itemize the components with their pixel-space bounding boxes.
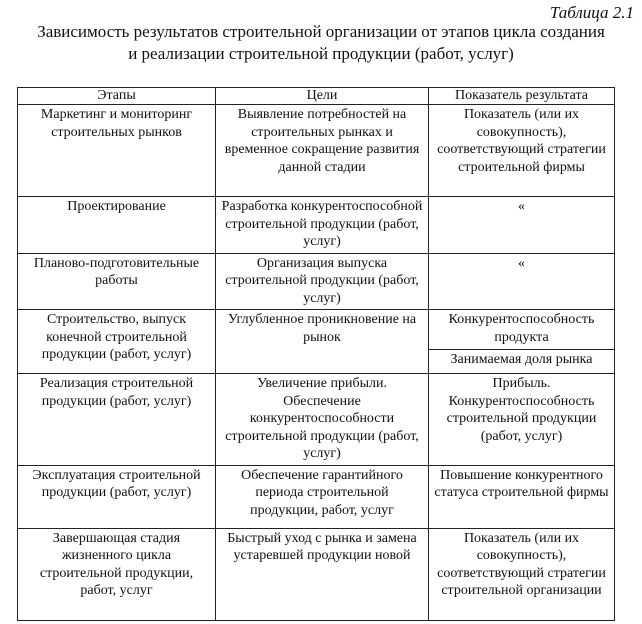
stage-cell: Маркетинг и мониторинг строительных рынков (18, 105, 216, 197)
stage-cell: Планово-подготовительные работы (18, 253, 216, 310)
header-result: Показатель результата (429, 88, 615, 105)
title-line-2: и реализации строительной продукции (работ, услуг) (128, 44, 514, 63)
goal-cell: Обеспечение гарантийного периода строительной продукции, работ, услуг (216, 465, 429, 528)
stage-cell: Реализация строительной продукции (работ, услуг) (18, 374, 216, 466)
result-cell: Повышение конкурентного статуса строительной фирмы (429, 465, 615, 528)
table-row (18, 374, 615, 466)
goal-cell: Увеличение прибыли. Обеспечение конкурентоспособности строительной продукции (работ, услуг) (216, 374, 429, 466)
table-row (18, 197, 615, 254)
table-row (18, 310, 615, 350)
stage-cell: Строительство, выпуск конечной строительной продукции (работ, услуг) (18, 310, 216, 374)
table-row (18, 528, 615, 620)
result-cell: Показатель (или их совокупность), соответствующий стратегии строительной организации (429, 528, 615, 620)
goal-cell: Быстрый уход с рынка и замена устаревшей продукции новой (216, 528, 429, 620)
result-cell: Прибыль. Конкурентоспособность строительной продукции (работ, услуг) (429, 374, 615, 466)
header-stages: Этапы (18, 88, 216, 105)
goal-cell: Выявление потребностей на строительных рынках и временное сокращение развития данной стадии (216, 105, 429, 197)
result-cell: « (429, 197, 615, 254)
result-cell: Конкурентоспособность продукта (429, 310, 615, 350)
table-header-row (18, 88, 615, 105)
table-row (18, 105, 615, 197)
goal-cell: Углубленное проникновение на рынок (216, 310, 429, 374)
result-cell: Показатель (или их совокупность), соответствующий стратегии строительной фирмы (429, 105, 615, 197)
goal-cell: Организация выпуска строительной продукции (работ, услуг) (216, 253, 429, 310)
header-goals: Цели (216, 88, 429, 105)
table-title (0, 21, 642, 65)
goal-cell: Разработка конкурентоспособной строительной продукции (работ, услуг) (216, 197, 429, 254)
result-cell: « (429, 253, 615, 310)
result-cell: Занимаемая доля рынка (429, 350, 615, 374)
table-caption: Таблица 2.1 (549, 3, 634, 22)
stage-cell: Эксплуатация строительной продукции (работ, услуг) (18, 465, 216, 528)
stage-cell: Проектирование (18, 197, 216, 254)
results-table (17, 87, 615, 621)
stage-cell: Завершающая стадия жизненного цикла строительной продукции, работ, услуг (18, 528, 216, 620)
table-row (18, 253, 615, 310)
table-row (18, 465, 615, 528)
title-line-1: Зависимость результатов строительной организации от этапов цикла создания (37, 22, 605, 41)
